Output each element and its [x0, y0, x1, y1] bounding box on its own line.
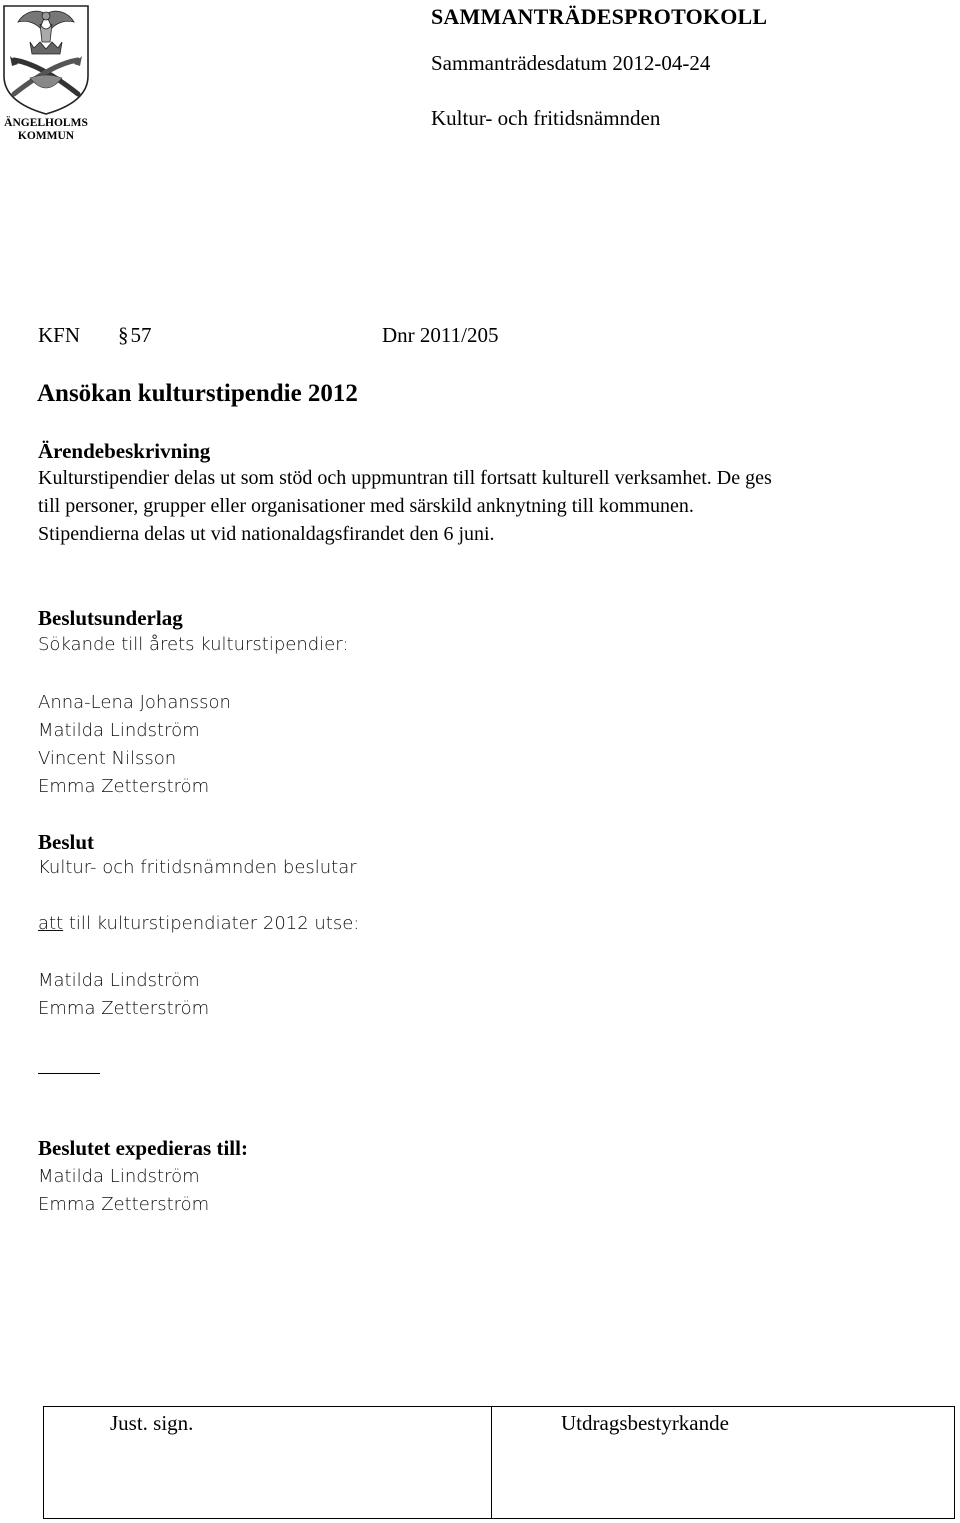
signature-divider	[491, 1407, 492, 1518]
att-clause	[38, 913, 359, 934]
list-item: Anna-Lena Johansson	[38, 692, 231, 713]
list-item: Matilda Lindström	[38, 1166, 200, 1187]
recipients-list	[38, 967, 209, 1023]
case-title: Ansökan kulturstipendie 2012	[37, 380, 358, 407]
document-type-title: SAMMANTRÄDESPROTOKOLL	[431, 4, 768, 29]
att-word: att	[38, 913, 64, 934]
expedieras-heading: Beslutet expedieras till:	[38, 1136, 248, 1160]
decision-line: Kultur- och fritidsnämnden beslutar	[38, 857, 357, 878]
arendebeskrivning-body	[38, 464, 772, 548]
case-section	[118, 323, 152, 348]
separator-line	[38, 1073, 100, 1074]
beslut-heading: Beslut	[38, 830, 95, 854]
crest-icon	[0, 2, 92, 146]
arendebeskrivning-line-3: Stipendierna delas ut vid nationaldagsfirandet den 6 juni.	[38, 523, 495, 545]
crest-logo	[0, 2, 92, 146]
section-symbol: §	[118, 323, 129, 347]
applicants-intro: Sökande till årets kulturstipendier:	[38, 634, 349, 655]
meeting-date: Sammanträdesdatum 2012-04-24	[431, 51, 711, 75]
list-item: Vincent Nilsson	[38, 748, 177, 769]
case-prefix: KFN	[38, 323, 81, 347]
arendebeskrivning-line-2: till personer, grupper eller organisationer med särskild anknytning till kommunen.	[38, 495, 694, 517]
arendebeskrivning-line-1: Kulturstipendier delas ut som stöd och uppmuntran till fortsatt kulturell verksamhet. De ges	[38, 467, 772, 489]
beslutsunderlag-heading: Beslutsunderlag	[38, 606, 183, 630]
section-number: 57	[130, 323, 152, 347]
utdragsbestyrkande-label: Utdragsbestyrkande	[561, 1411, 729, 1435]
list-item: Emma Zetterström	[38, 1194, 210, 1215]
applicants-list	[38, 689, 231, 801]
committee-name: Kultur- och fritidsnämnden	[431, 106, 661, 130]
arendebeskrivning-heading: Ärendebeskrivning	[38, 439, 211, 463]
expedieras-list	[38, 1163, 209, 1219]
logo-text-line2: KOMMUN	[17, 130, 75, 142]
logo-text-line1: ÄNGELHOLMS	[4, 117, 88, 129]
case-dnr: Dnr 2011/205	[382, 323, 499, 347]
list-item: Emma Zetterström	[38, 998, 210, 1019]
list-item: Matilda Lindström	[38, 970, 200, 991]
signature-table	[43, 1406, 955, 1519]
just-sign-label: Just. sign.	[110, 1411, 194, 1435]
list-item: Matilda Lindström	[38, 720, 200, 741]
att-rest: till kulturstipendiater 2012 utse:	[63, 913, 360, 934]
list-item: Emma Zetterström	[38, 776, 210, 797]
